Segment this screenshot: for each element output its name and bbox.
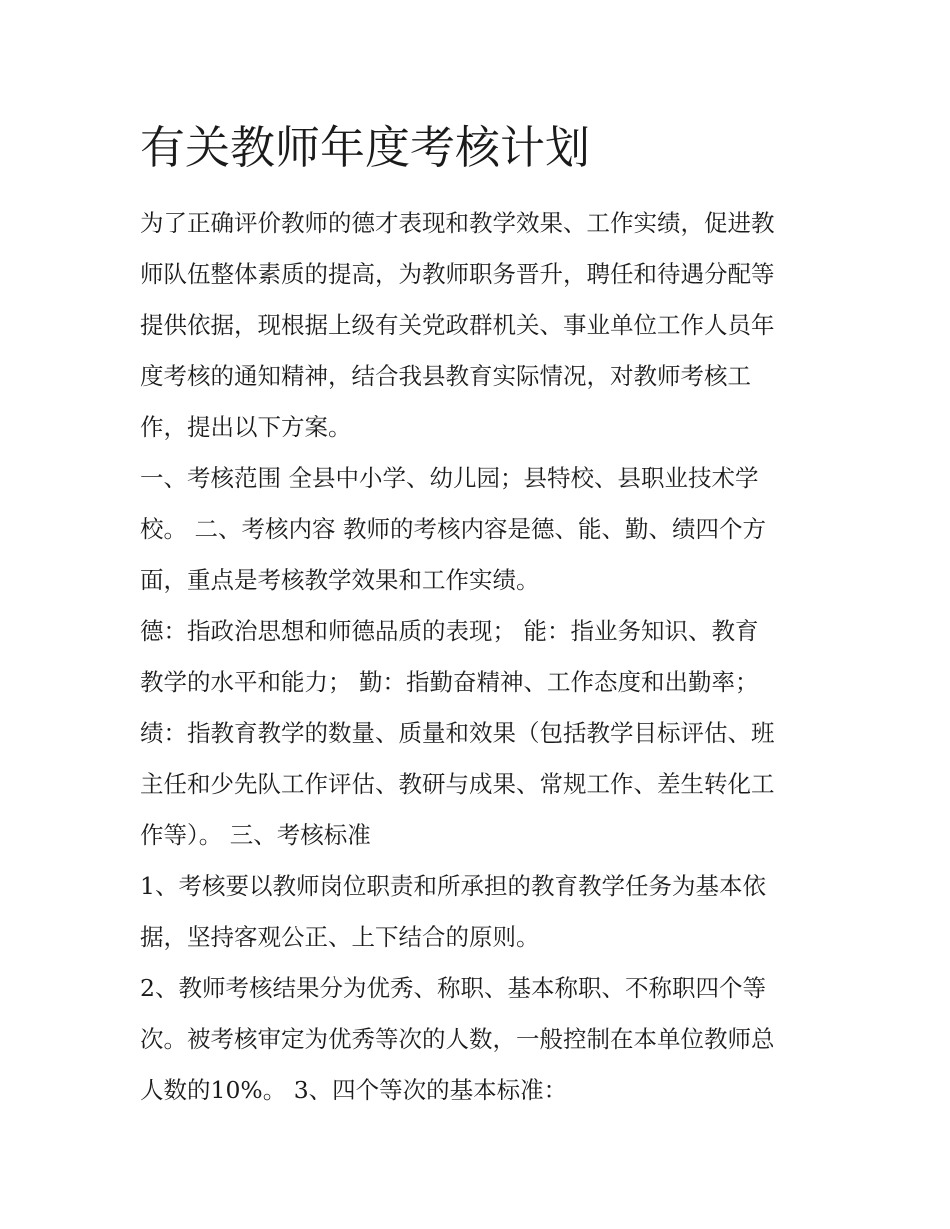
text-line: 2、教师考核结果分为优秀、称职、基本称职、不称职四个等 bbox=[140, 974, 766, 1002]
paragraph-scope-content bbox=[140, 453, 820, 606]
document-title: 有关教师年度考核计划 bbox=[140, 121, 591, 174]
text-line: 1、考核要以教师岗位职责和所承担的教育教学任务为基本依 bbox=[140, 872, 766, 900]
text-line: 人数的10%。 3、四个等次的基本标准： bbox=[140, 1076, 568, 1104]
text-line: 作等）。 三、考核标准 bbox=[140, 821, 371, 849]
text-line: 师队伍整体素质的提高，为教师职务晋升，聘任和待遇分配等 bbox=[140, 260, 775, 288]
text-line: 提供依据，现根据上级有关党政群机关、事业单位工作人员年 bbox=[140, 311, 775, 339]
text-line: 一、考核范围 全县中小学、幼儿园；县特校、县职业技术学 bbox=[140, 464, 759, 492]
text-line: 为了正确评价教师的德才表现和教学效果、工作实绩，促进教 bbox=[140, 209, 775, 237]
text-line: 教学的水平和能力； 勤：指勤奋精神、工作态度和出勤率； bbox=[140, 668, 759, 696]
paragraph-standard-2 bbox=[140, 963, 820, 1116]
text-line: 作，提出以下方案。 bbox=[140, 413, 352, 441]
text-line: 面，重点是考核教学效果和工作实绩。 bbox=[140, 566, 540, 594]
text-line: 度考核的通知精神，结合我县教育实际情况，对教师考核工 bbox=[140, 362, 751, 390]
paragraph-standard-1 bbox=[140, 861, 820, 963]
text-line: 据，坚持客观公正、上下结合的原则。 bbox=[140, 923, 540, 951]
paragraph-criteria-definitions bbox=[140, 606, 820, 861]
text-line: 绩：指教育教学的数量、质量和效果（包括教学目标评估、班 bbox=[140, 719, 775, 747]
text-line: 德：指政治思想和师德品质的表现； 能：指业务知识、教育 bbox=[140, 617, 759, 645]
text-line: 校。 二、考核内容 教师的考核内容是德、能、勤、绩四个方 bbox=[140, 515, 766, 543]
text-line: 次。被考核审定为优秀等次的人数，一般控制在本单位教师总 bbox=[140, 1025, 775, 1053]
document-body bbox=[140, 198, 820, 1116]
text-line: 主任和少先队工作评估、教研与成果、常规工作、差生转化工 bbox=[140, 770, 775, 798]
paragraph-intro bbox=[140, 198, 820, 453]
